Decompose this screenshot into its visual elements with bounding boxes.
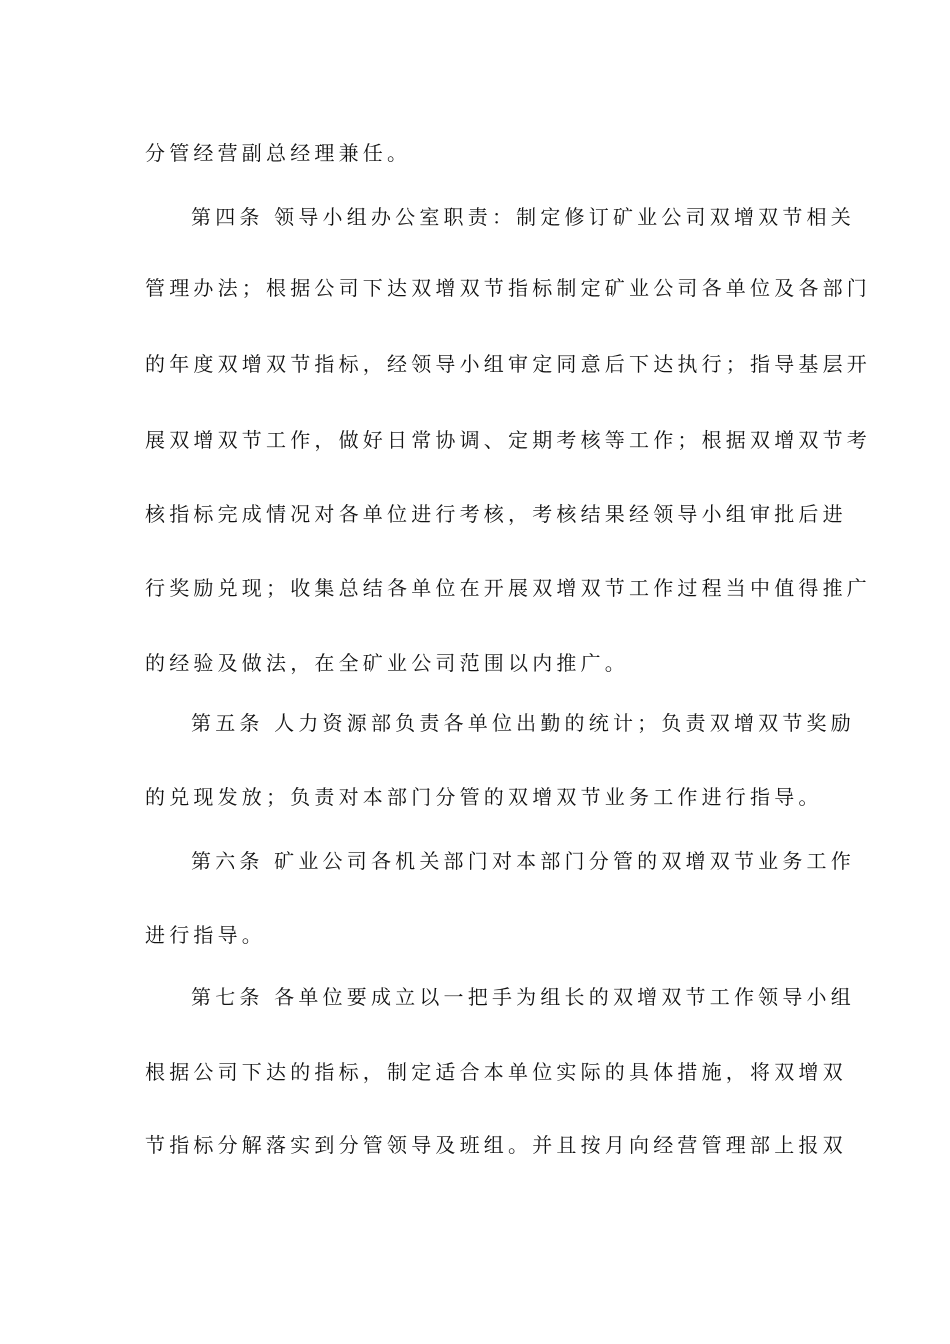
text-line: 核指标完成情况对各单位进行考核，考核结果经领导小组审批后进 <box>145 502 847 526</box>
text-line: 进行指导。 <box>145 923 266 947</box>
text-line: 根据公司下达的指标，制定适合本单位实际的具体措施，将双增双 <box>145 1060 847 1084</box>
text-line: 的经验及做法，在全矿业公司范围以内推广。 <box>145 651 629 675</box>
text-line: 节指标分解落实到分管领导及班组。并且按月向经营管理部上报双 <box>145 1133 847 1157</box>
text-line: 的兑现发放；负责对本部门分管的双增双节业务工作进行指导。 <box>145 785 823 809</box>
text-line: 第五条 人力资源部负责各单位出勤的统计；负责双增双节奖励 <box>191 711 855 735</box>
text-line: 第六条 矿业公司各机关部门对本部门分管的双增双节业务工作 <box>191 849 855 873</box>
text-line: 第四条 领导小组办公室职责：制定修订矿业公司双增双节相关 <box>191 205 855 229</box>
text-line: 的年度双增双节指标，经领导小组审定同意后下达执行；指导基层开 <box>145 352 871 376</box>
text-line: 展双增双节工作，做好日常协调、定期考核等工作；根据双增双节考 <box>145 428 871 452</box>
text-line: 第七条 各单位要成立以一把手为组长的双增双节工作领导小组 <box>191 985 855 1009</box>
text-line: 分管经营副总经理兼任。 <box>145 141 412 165</box>
text-line: 行奖励兑现；收集总结各单位在开展双增双节工作过程当中值得推广 <box>145 576 871 600</box>
text-line: 管理办法；根据公司下达双增双节指标制定矿业公司各单位及各部门 <box>145 276 871 300</box>
